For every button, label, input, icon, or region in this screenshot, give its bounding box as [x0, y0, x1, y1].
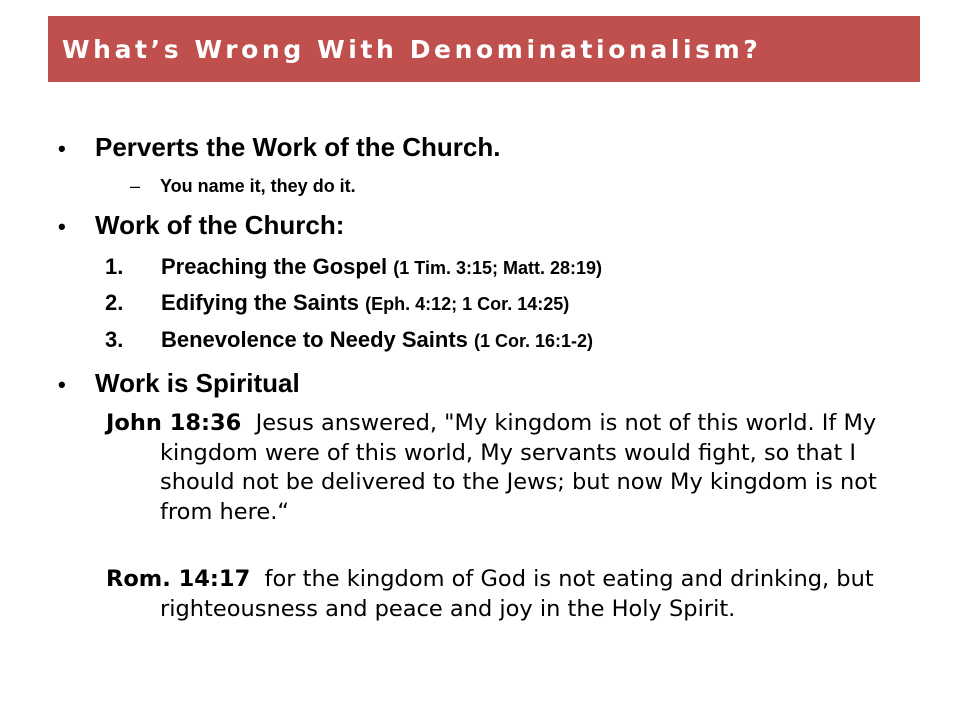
numbered-item — [105, 290, 569, 316]
bullet-text: Work of the Church: — [95, 210, 345, 240]
sub-bullet-text: You name it, they do it. — [160, 176, 356, 196]
bullet-text: Work is Spiritual — [95, 368, 300, 398]
item-text: Preaching the Gospel — [161, 254, 388, 279]
slide-title: What’s Wrong With Denominationalism? — [62, 34, 762, 64]
scripture-text: for the kingdom of God is not eating and drinking, but righteousness and peace and joy in the Holy Spirit. — [160, 566, 874, 622]
scripture-quote — [106, 565, 900, 624]
numbered-item — [105, 254, 602, 280]
numbered-item — [105, 327, 593, 353]
sub-bullet-item — [130, 176, 356, 197]
item-number: 1. — [105, 254, 124, 279]
bullet-item — [58, 132, 501, 163]
bullet-glyph: • — [58, 372, 66, 397]
item-reference: (1 Cor. 16:1-2) — [474, 331, 594, 351]
bullet-glyph: • — [58, 214, 66, 239]
item-reference: (1 Tim. 3:15; Matt. 28:19) — [393, 258, 603, 278]
scripture-reference: John 18:36 — [106, 410, 242, 436]
bullet-text: Perverts the Work of the Church. — [95, 132, 501, 162]
bullet-glyph: • — [58, 136, 66, 161]
item-text: Benevolence to Needy Saints — [161, 327, 468, 352]
bullet-item — [58, 368, 300, 399]
item-text: Edifying the Saints — [161, 290, 360, 315]
item-number: 2. — [105, 290, 124, 315]
item-number: 3. — [105, 327, 124, 352]
dash-glyph: – — [130, 176, 141, 196]
bullet-item — [58, 210, 344, 241]
scripture-quote — [106, 409, 900, 527]
scripture-reference: Rom. 14:17 — [106, 566, 251, 592]
item-reference: (Eph. 4:12; 1 Cor. 14:25) — [365, 294, 570, 314]
scripture-text: Jesus answered, "My kingdom is not of this world. If My kingdom were of this world, My servants would fight, so that I should not be delivered to the Jews; but now My kingdom is not from here.“ — [160, 410, 877, 525]
